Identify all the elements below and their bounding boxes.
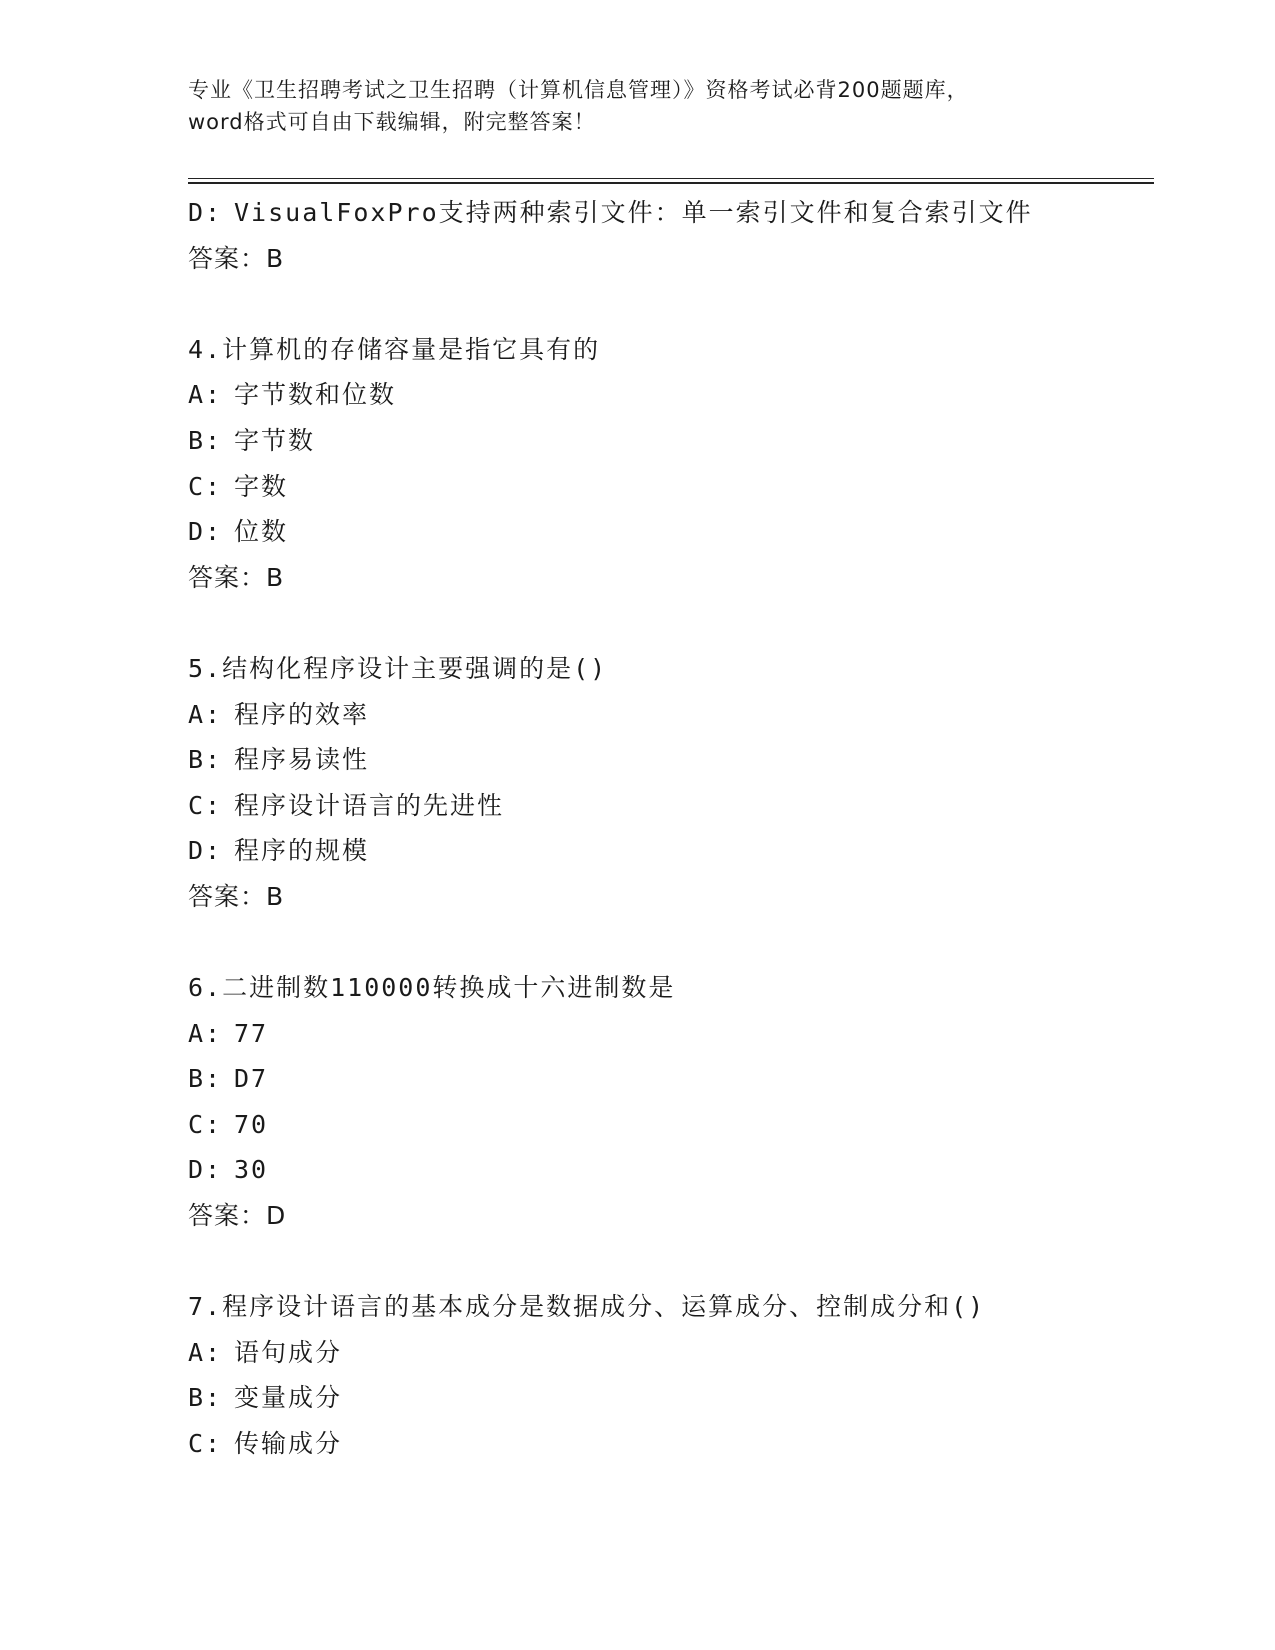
option-label: A: — [188, 380, 223, 410]
answer-line: 答案：D — [188, 1201, 287, 1231]
option-text: 77 — [234, 1018, 269, 1048]
option-text: 语句成分 — [234, 1337, 343, 1367]
option-text: 程序的规模 — [234, 836, 370, 866]
option-label: B: — [188, 745, 223, 775]
option-text: 程序设计语言的先进性 — [234, 790, 505, 820]
option-text: 字节数和位数 — [234, 380, 397, 410]
option-line — [188, 464, 1168, 510]
option-line — [188, 783, 1168, 829]
option-label: D: — [188, 836, 223, 866]
option-label: A: — [188, 1337, 223, 1367]
header-line-2: word格式可自由下载编辑，附完整答案！ — [188, 110, 596, 134]
option-line — [188, 1011, 1168, 1057]
option-label: B: — [188, 1064, 223, 1094]
answer-line: 答案：B — [188, 562, 285, 592]
question-title: 4.计算机的存储容量是指它具有的 — [188, 334, 601, 364]
option-line — [188, 1375, 1168, 1421]
option-text: 传输成分 — [234, 1429, 343, 1459]
question-list — [188, 190, 1168, 1467]
option-line — [188, 1102, 1168, 1148]
header-divider-thick — [188, 182, 1154, 184]
option-label: D: — [188, 517, 223, 547]
option-label: B: — [188, 1383, 223, 1413]
option-label: A: — [188, 699, 223, 729]
option-label: D: — [188, 198, 223, 227]
answer-line: 答案：B — [188, 881, 285, 911]
option-label: C: — [188, 1109, 223, 1139]
option-text: 30 — [234, 1155, 269, 1185]
option-label: D: — [188, 1155, 223, 1185]
option-text: 程序的效率 — [234, 699, 370, 729]
answer-line: 答案：B — [188, 243, 285, 273]
question-title: 5.结构化程序设计主要强调的是() — [188, 653, 608, 683]
option-text: D7 — [234, 1064, 269, 1094]
option-label: B: — [188, 425, 223, 455]
option-text: 字数 — [234, 471, 289, 501]
option-text: 位数 — [234, 517, 289, 547]
option-label: A: — [188, 1018, 223, 1048]
option-line — [188, 1330, 1168, 1376]
option-text: 70 — [234, 1109, 269, 1139]
option-line — [188, 828, 1168, 874]
option-line — [188, 1421, 1168, 1467]
document-header — [188, 74, 1088, 138]
option-line — [188, 190, 1168, 236]
option-line — [188, 692, 1168, 738]
option-text: 字节数 — [234, 425, 316, 455]
option-text: 程序易读性 — [234, 745, 370, 775]
option-text: VisualFoxPro支持两种索引文件：单一索引文件和复合索引文件 — [234, 198, 1033, 227]
option-line — [188, 1056, 1168, 1102]
question-title: 7.程序设计语言的基本成分是数据成分、运算成分、控制成分和() — [188, 1292, 986, 1322]
option-line — [188, 372, 1168, 418]
option-line — [188, 1147, 1168, 1193]
option-line — [188, 418, 1168, 464]
option-text: 变量成分 — [234, 1383, 343, 1413]
option-line — [188, 737, 1168, 783]
header-line-1: 专业《卫生招聘考试之卫生招聘（计算机信息管理）》资格考试必背200题题库， — [188, 78, 969, 102]
question-title: 6.二进制数110000转换成十六进制数是 — [188, 973, 676, 1003]
option-label: C: — [188, 790, 223, 820]
option-line — [188, 509, 1168, 555]
option-label: C: — [188, 1429, 223, 1459]
header-divider-thin — [188, 178, 1154, 179]
option-label: C: — [188, 471, 223, 501]
